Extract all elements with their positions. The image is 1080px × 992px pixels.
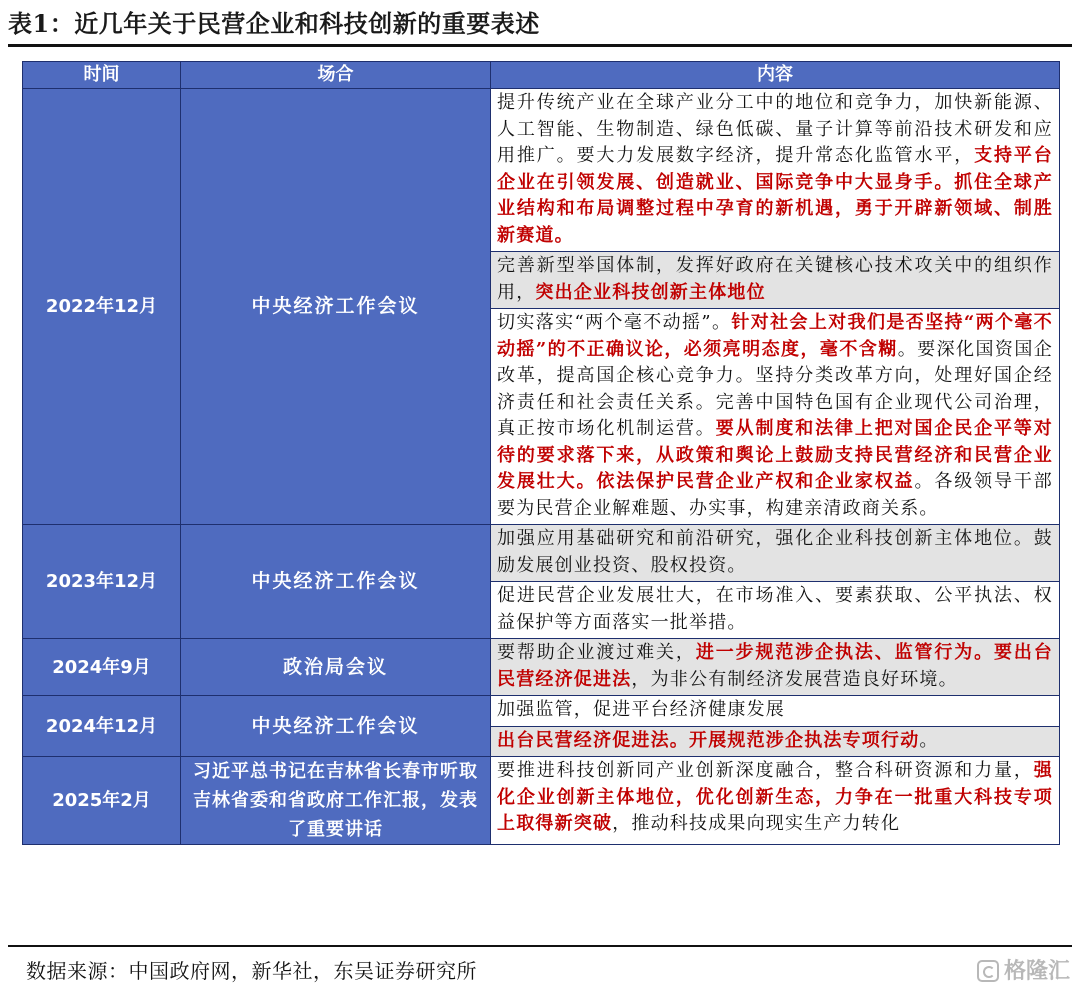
watermark-logo-icon [977,960,999,982]
data-source: 数据来源：中国政府网，新华社，东吴证券研究所 [26,959,477,983]
row-occasion: 政治局会议 [181,639,491,696]
content-cell: 要推进科技创新同产业创新深度融合，整合科研资源和力量，强化企业创新主体地位，优化创新生态，力争在一批重大科技专项上取得新突破，推动科技成果向现实生产力转化 [491,757,1060,845]
row-date: 2025年2月 [23,757,181,845]
row-occasion: 习近平总书记在吉林省长春市听取吉林省委和省政府工作汇报，发表了重要讲话 [181,757,491,845]
table-row [23,639,1060,696]
content-cell: 提升传统产业在全球产业分工中的地位和竞争力，加快新能源、人工智能、生物制造、绿色低碳、量子计算等前沿技术研发和应用推广。要大力发展数字经济，提升常态化监管水平，支持平台企业在引领发展、创造就业、国际竞争中大显身手。抓住全球产业结构和布局调整过程中孕育的新机遇，勇于开辟新领域、制胜新赛道。 [491,89,1060,252]
content-cell: 加强监管，促进平台经济健康发展 [491,696,1060,727]
row-occasion: 中央经济工作会议 [181,525,491,639]
table-row [23,89,1060,252]
header-occasion: 场合 [181,62,491,89]
page-title: 表1：近几年关于民营企业和科技创新的重要表述 [8,9,540,38]
content-cell: 切实落实“两个毫不动摇”。针对社会上对我们是否坚持“两个毫不动摇”的不正确议论，必须亮明态度，毫不含糊。要深化国资国企改革，提高国企核心竞争力。坚持分类改革方向，处理好国企经济责任和社会责任关系。完善中国特色国有企业现代公司治理，真正按市场化机制运营。要从制度和法律上把对国企民企平等对待的要求落下来，从政策和舆论上鼓励支持民营经济和民营企业发展壮大。依法保护民营企业产权和企业家权益。各级领导干部要为民营企业解难题、办实事，构建亲清政商关系。 [491,309,1060,525]
content-cell: 出台民营经济促进法。开展规范涉企执法专项行动。 [491,726,1060,757]
table-row [23,757,1060,845]
row-date: 2022年12月 [23,89,181,525]
row-date: 2024年9月 [23,639,181,696]
row-date: 2024年12月 [23,696,181,757]
footer-rule [8,945,1072,947]
content-cell: 要帮助企业渡过难关，进一步规范涉企执法、监管行为。要出台民营经济促进法，为非公有制经济发展营造良好环境。 [491,639,1060,696]
highlight-text: 进一步规范涉企执法、监管行为。要出台民营经济促进法 [497,642,1053,690]
table-row [23,525,1060,582]
header-time: 时间 [23,62,181,89]
highlight-text: 要从制度和法律上把对国企民企平等对待的要求落下来，从政策和舆论上鼓励支持民营经济和民营企业发展壮大。依法保护民营企业产权和企业家权益 [497,418,1053,492]
row-occasion: 中央经济工作会议 [181,696,491,757]
highlight-text: 支持平台企业在引领发展、创造就业、国际竞争中大显身手。抓住全球产业结构和布局调整过程中孕育的新机遇，勇于开辟新领域、制胜新赛道。 [497,145,1053,246]
row-date: 2023年12月 [23,525,181,639]
content-cell: 完善新型举国体制，发挥好政府在关键核心技术攻关中的组织作用，突出企业科技创新主体地位 [491,252,1060,309]
content-cell: 加强应用基础研究和前沿研究，强化企业科技创新主体地位。鼓励发展创业投资、股权投资。 [491,525,1060,582]
highlight-text: 强化企业创新主体地位，优化创新生态，力争在一批重大科技专项上取得新突破 [497,760,1053,834]
watermark: 格隆汇 [977,958,1070,986]
header-content: 内容 [491,62,1060,89]
table-row [23,696,1060,727]
highlight-text: 针对社会上对我们是否坚持“两个毫不动摇”的不正确议论，必须亮明态度，毫不含糊 [497,312,1053,360]
content-cell: 促进民营企业发展壮大，在市场准入、要素获取、公平执法、权益保护等方面落实一批举措。 [491,582,1060,639]
statements-table [22,61,1060,845]
highlight-text: 突出企业科技创新主体地位 [535,281,766,303]
row-occasion: 中央经济工作会议 [181,89,491,525]
title-rule [8,44,1072,47]
table-header-row [23,62,1060,89]
highlight-text: 出台民营经济促进法。开展规范涉企执法专项行动 [497,729,920,751]
